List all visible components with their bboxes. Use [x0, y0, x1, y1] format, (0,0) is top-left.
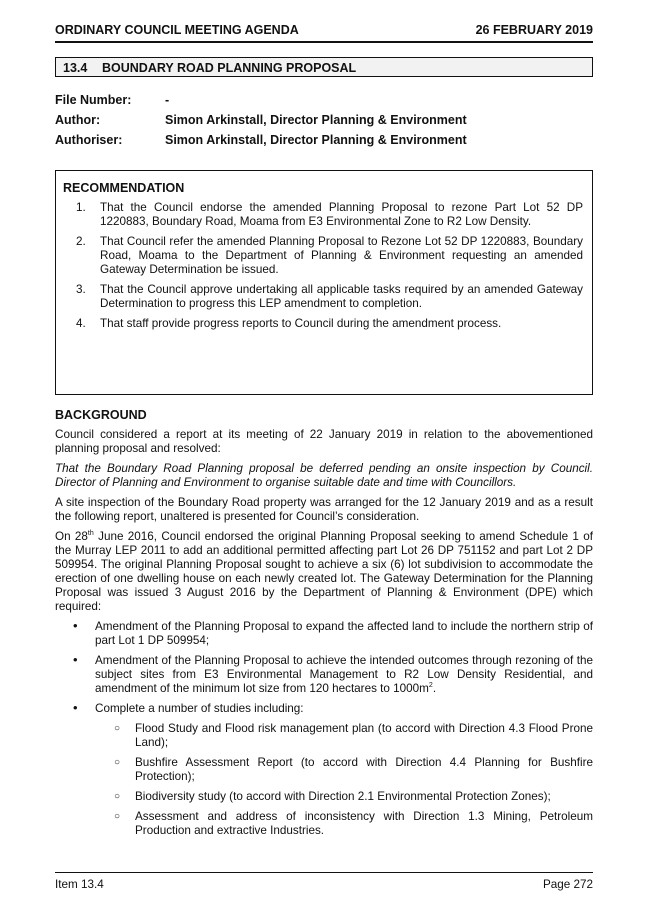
header-title: ORDINARY COUNCIL MEETING AGENDA: [55, 23, 299, 37]
header-date: 26 FEBRUARY 2019: [475, 23, 593, 37]
superscript: 2: [428, 682, 433, 690]
section-number: 13.4: [63, 61, 88, 75]
background-body: [55, 428, 593, 844]
meta-label: Authoriser:: [55, 133, 123, 147]
footer-item: Item 13.4: [55, 878, 104, 891]
sub-bullet-text: Bushfire Assessment Report (to accord with Direction 4.4 Planning for Bushfire Protection);: [135, 756, 593, 783]
text-run: June 2016, Council endorsed the original Planning Proposal seeking to amend Schedule 1 of the Murray LEP 2011 to add an additional permitted affecting part Lot 26 DP 751152 and part Lot 2 DP 509954. The original Planning Proposal sought to achieve a six (6) lot subdivision to accommodate the erection of one dwelling house on each newly created lot. The Gateway Determination for the Planning Proposal was issued 3 August 2016 by the Department of Planning & Environment (DPE) which required:: [55, 530, 593, 613]
item-text: That the Council endorse the amended Planning Proposal to rezone Part Lot 52 DP 1220883, Boundary Road, Moama from E3 Environmental Zone to R2 Low Density.: [100, 201, 583, 228]
sub-bullet-item: [55, 756, 593, 784]
paragraph: [55, 530, 593, 614]
recommendation-item: [68, 201, 583, 229]
circle-bullet-icon: ○: [114, 791, 121, 802]
recommendation-item: [68, 317, 583, 331]
page-header: [55, 21, 593, 43]
bullet-item: [55, 620, 593, 648]
footer-page-number: Page 272: [542, 878, 593, 891]
circle-bullet-icon: ○: [114, 811, 121, 822]
item-number: 4.: [76, 317, 86, 330]
bullet-text: Amendment of the Planning Proposal to expand the affected land to include the northern strip of part Lot 1 DP 509954;: [95, 620, 593, 647]
recommendation-list: [68, 201, 583, 337]
item-text: That Council refer the amended Planning Proposal to Rezone Lot 52 DP 1220883, Boundary Road, Moama to the Department of Planning & Environment requesting an amended Gateway Determination be issued.: [100, 235, 583, 276]
meta-value: -: [165, 93, 170, 107]
circle-bullet-icon: ○: [114, 757, 121, 768]
sub-bullet-item: [55, 810, 593, 838]
meta-label: Author:: [55, 113, 101, 127]
sub-bullet-text: Biodiversity study (to accord with Direction 2.1 Environmental Protection Zones);: [135, 790, 551, 803]
meta-value: Simon Arkinstall, Director Planning & Environment: [165, 133, 467, 147]
recommendation-item: [68, 283, 583, 311]
superscript: th: [87, 530, 94, 538]
bullet-icon: •: [73, 618, 78, 633]
item-number: 3.: [76, 283, 86, 296]
sub-bullet-item: [55, 722, 593, 750]
recommendation-item: [68, 235, 583, 277]
meta-label: File Number:: [55, 93, 132, 107]
circle-bullet-icon: ○: [114, 723, 121, 734]
bullet-icon: •: [73, 700, 78, 715]
bullet-icon: •: [73, 652, 78, 667]
paragraph: A site inspection of the Boundary Road property was arranged for the 12 January 2019 and as a result the following report, unaltered is presented for Council’s consideration.: [55, 496, 593, 523]
meta-value: Simon Arkinstall, Director Planning & Environment: [165, 113, 467, 127]
item-text: That staff provide progress reports to Council during the amendment process.: [100, 317, 502, 330]
section-title-box: [55, 57, 593, 77]
paragraph: Council considered a report at its meeting of 22 January 2019 in relation to the abovementioned planning proposal and resolved:: [55, 428, 593, 455]
text-run: .: [432, 682, 437, 695]
bullet-text: Complete a number of studies including:: [95, 702, 304, 715]
item-number: 2.: [76, 235, 86, 248]
item-number: 1.: [76, 201, 86, 214]
sub-bullet-item: [55, 790, 593, 804]
resolution-quote: That the Boundary Road Planning proposal be deferred pending an onsite inspection by Council. Director of Planning and Environment to organise suitable date and time with Councillors.: [55, 462, 593, 489]
recommendation-box: [55, 170, 593, 395]
sub-bullet-text: Flood Study and Flood risk management plan (to accord with Direction 4.3 Flood Prone Land);: [135, 722, 593, 749]
bullet-item: [55, 654, 593, 696]
background-heading: BACKGROUND: [55, 408, 147, 422]
sub-bullet-text: Assessment and address of inconsistency with Direction 1.3 Mining, Petroleum Production and extractive Industries.: [135, 810, 593, 837]
bullet-text: Amendment of the Planning Proposal to achieve the intended outcomes through rezoning of the subject sites from E3 Environmental Management to R2 Low Density Residential, and amendment of the minimum lot size from 120 hectares to 1000m: [95, 654, 593, 695]
section-title: BOUNDARY ROAD PLANNING PROPOSAL: [102, 61, 357, 75]
text-run: On 28: [55, 530, 88, 543]
item-text: That the Council approve undertaking all applicable tasks required by an amended Gateway Determination to progress this LEP amendment to completion.: [100, 283, 583, 310]
page-footer: [55, 872, 593, 893]
bullet-item: [55, 702, 593, 716]
recommendation-heading: RECOMMENDATION: [63, 181, 185, 195]
